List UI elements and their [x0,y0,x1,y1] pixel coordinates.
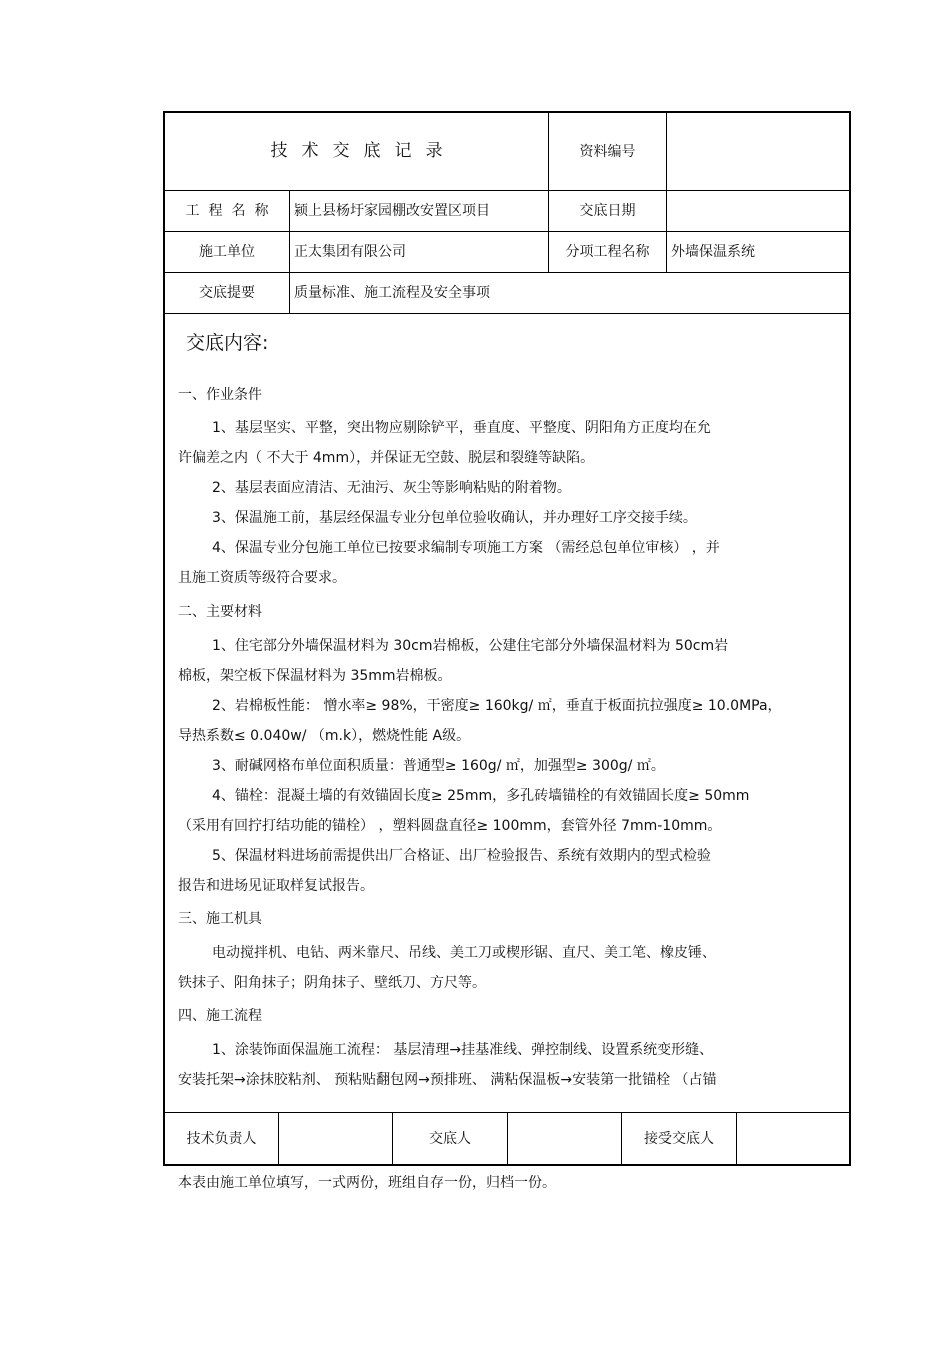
summary-label: 交底提要 [199,285,255,301]
content-line: 1、基层坚实、平整，突出物应剔除铲平，垂直度、平整度、阴阳角方正度均在允 [212,420,711,436]
content-line: 2、岩棉板性能： 憎水率≥ 98%，干密度≥ 160kg/ ㎡，垂直于板面抗拉强度≥ 10.0MPa， [212,698,782,714]
content-line: 报告和进场见证取样复试报告。 [178,878,374,894]
content-line: 棉板，架空板下保温材料为 35mm岩棉板。 [178,668,452,684]
sub-project-value: 外墙保温系统 [671,244,755,260]
content-line: 4、锚栓：混凝土墙的有效锚固长度≥ 25mm，多孔砖墙锚栓的有效锚固长度≥ 50mm [212,788,750,804]
content-line: 3、保温施工前，基层经保温专业分包单位验收确认，并办理好工序交接手续。 [212,510,697,526]
content-line: 4、保温专业分包施工单位已按要求编制专项施工方案 （需经总包单位审核） ，并 [212,540,720,556]
doc-no-label: 资料编号 [579,143,636,160]
content-line: 2、基层表面应清洁、无油污、灰尘等影响粘贴的附着物。 [212,480,571,496]
construction-unit-label: 施工单位 [199,244,255,260]
tech-lead-label: 技术负责人 [186,1130,257,1147]
content-line: 铁抹子、阳角抹子；阴角抹子、壁纸刀、方尺等。 [178,975,486,991]
content-line: 二、主要材料 [178,604,262,620]
content-line: 1、住宅部分外墙保温材料为 30cm岩棉板，公建住宅部分外墙保温材料为 50cm岩 [212,638,729,654]
content-line: 三、施工机具 [178,911,262,927]
discloser-label: 交底人 [429,1130,471,1147]
discloser-field[interactable] [508,1113,625,1164]
form-title: 技术交底记录 [270,141,457,161]
content-line: 四、施工流程 [178,1008,262,1024]
project-name-label: 工程名称 [185,203,278,219]
construction-unit-value: 正太集团有限公司 [294,244,406,260]
receiver-field[interactable] [737,1113,853,1164]
content-line: （采用有回拧打结功能的锚栓） ，塑料圆盘直径≥ 100mm，套管外径 7mm-10mm。 [178,818,722,834]
content-title: 交底内容: [186,332,269,354]
disclosure-content [176,330,826,356]
tech-lead-field[interactable] [279,1113,396,1164]
disclosure-date-field[interactable] [667,191,853,231]
content-line: 安装托架→涂抹胶粘剂、 预粘贴翻包网→预排班、 满粘保温板→安装第一批锚栓 （占锚 [178,1072,717,1088]
content-line: 3、耐碱网格布单位面积质量：普通型≥ 160g/ ㎡，加强型≥ 300g/ ㎡。 [212,758,665,774]
content-line: 一、作业条件 [178,387,262,403]
content-line: 5、保温材料进场前需提供出厂合格证、出厂检验报告、系统有效期内的型式检验 [212,848,711,864]
receiver-label: 接受交底人 [644,1130,714,1147]
row-divider [163,313,851,314]
content-line: 许偏差之内（ 不大于 4mm），并保证无空鼓、脱层和裂缝等缺陷。 [178,450,595,466]
disclosure-date-label: 交底日期 [579,203,636,219]
project-name-value: 颍上县杨圩家园棚改安置区项目 [294,203,490,219]
summary-value: 质量标准、施工流程及安全事项 [294,285,490,301]
content-line: 电动搅拌机、电钻、两米靠尺、吊线、美工刀或楔形锯、直尺、美工笔、橡皮锤、 [212,945,716,961]
content-line: 且施工资质等级符合要求。 [178,570,346,586]
content-line: 1、涂装饰面保温施工流程： 基层清理→挂基准线、弹控制线、设置系统变形缝、 [212,1042,714,1058]
footer-note: 本表由施工单位填写，一式两份，班组自存一份，归档一份。 [178,1175,556,1191]
doc-no-field[interactable] [667,113,853,190]
sub-project-label: 分项工程名称 [565,244,650,260]
content-line: 导热系数≤ 0.040w/ （m.k），燃烧性能 A级。 [178,728,471,744]
